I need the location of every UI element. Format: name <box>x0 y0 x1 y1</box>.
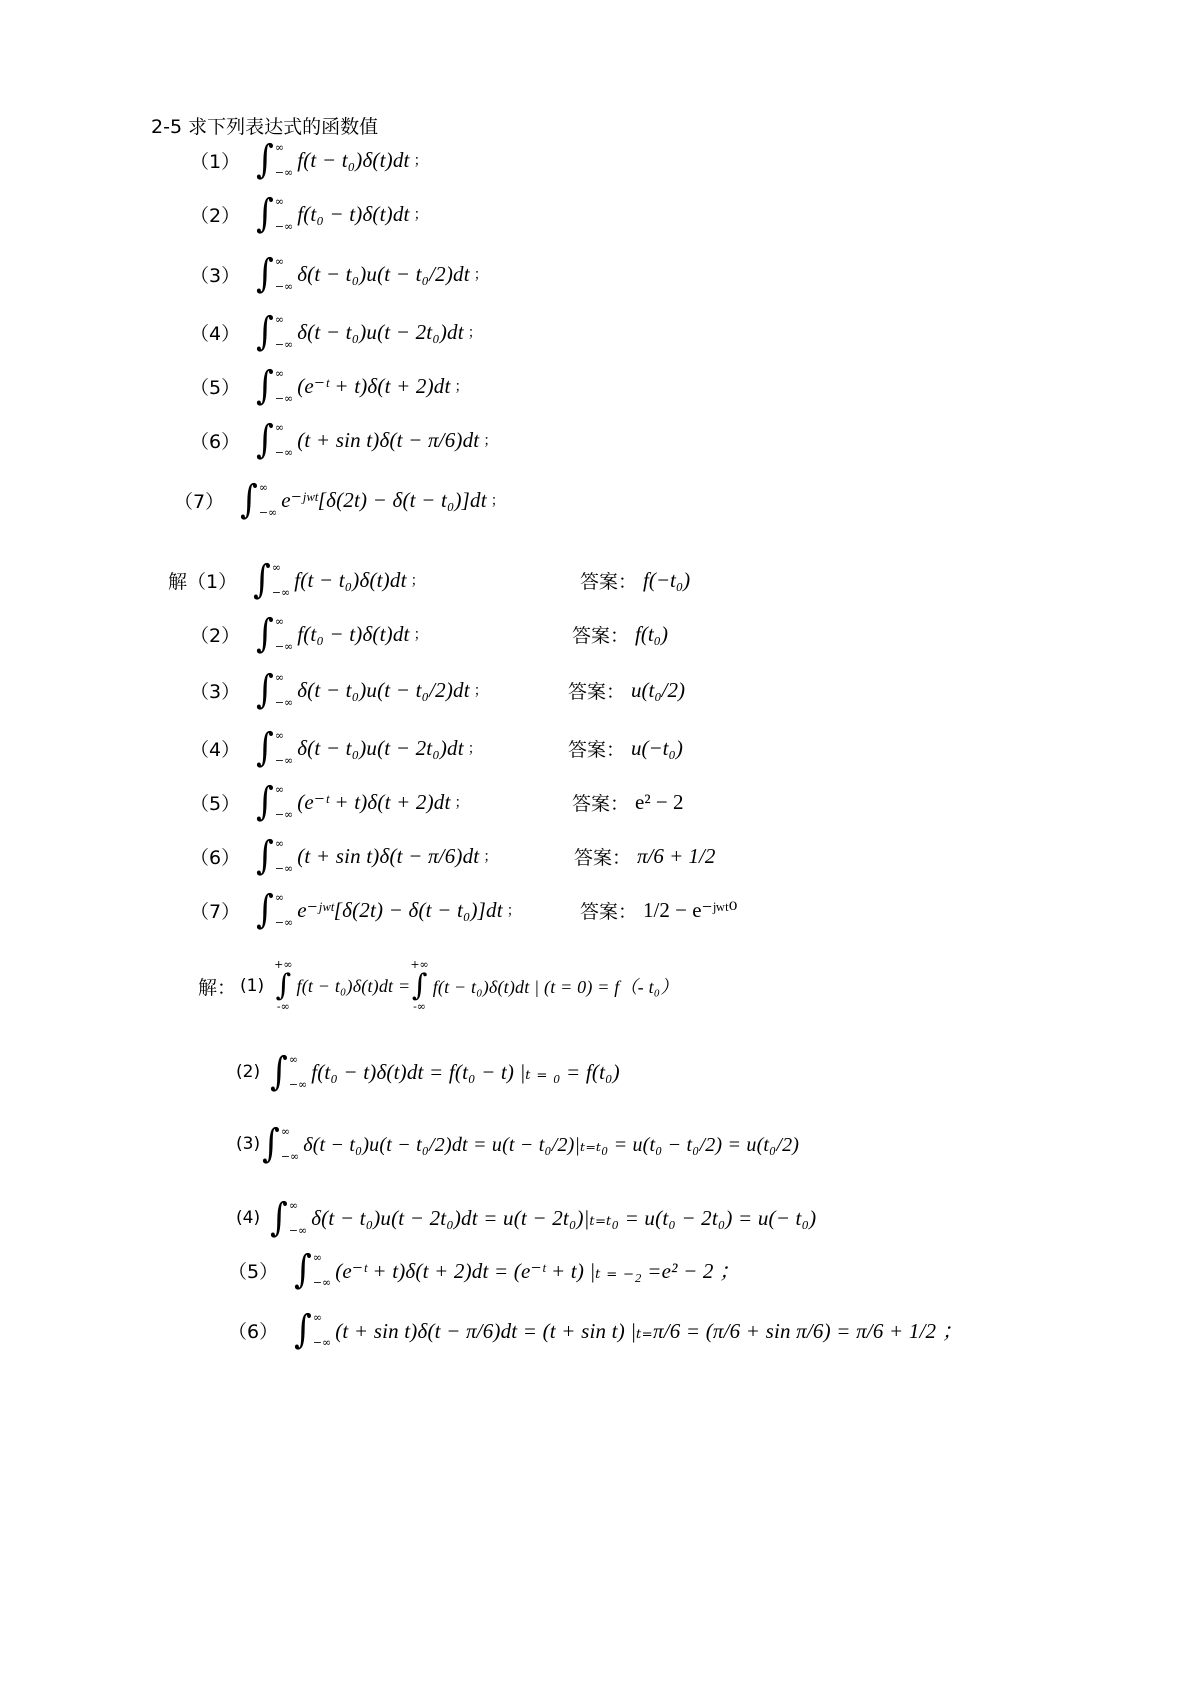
problem-expression: (t + sin t)δ(t − π/6)dt <box>297 427 480 452</box>
integral-sign: ∫ ∞ −∞ <box>256 611 294 657</box>
solution-label: （5） <box>228 1260 279 1283</box>
problem-expression: (e⁻ᵗ + t)δ(t + 2)dt <box>297 373 451 398</box>
integral-sign: ∫ ∞ −∞ <box>256 137 294 183</box>
answer-expression: f(t − t₀)δ(t)dt <box>294 567 407 592</box>
solution-label: (3) <box>236 1134 261 1154</box>
solution-expression: δ(t − t₀)u(t − 2t₀)dt = u(t − 2t₀)|ₜ₌ₜ₀ = u(t₀ − 2t₀) = u(− t₀) <box>311 1205 817 1230</box>
solution-4 <box>236 1195 817 1241</box>
answer-value-3: 答案： u(t₀/2) <box>568 677 685 703</box>
problem-item-4: （4） ∫ ∞ −∞ δ(t − t₀)u(t − 2t₀)dt ； <box>190 309 482 355</box>
solution-expression: (t + sin t)δ(t − π/6)dt = (t + sin t) |ₜ₌π/6 = (π/6 + sin π/6) = π/6 + 1/2 ； <box>335 1319 963 1343</box>
answer-expression: δ(t − t₀)u(t − t₀/2)dt <box>297 677 470 702</box>
integral-sign: +∞ ∫ -∞ <box>410 958 429 1013</box>
problem-item-3: （3） ∫ ∞ −∞ δ(t − t₀)u(t − t₀/2)dt ； <box>190 251 488 297</box>
integral-sign: ∫ ∞ −∞ <box>256 191 294 237</box>
problem-item-7: （7） ∫ ∞ −∞ e⁻ʲʷᵗ[δ(2t) − δ(t − t₀)]dt ； <box>174 477 505 523</box>
problem-expression: f(t₀ − t)δ(t)dt <box>297 201 410 226</box>
solution-expression: (e⁻ᵗ + t)δ(t + 2)dt = (e⁻ᵗ + t) |ₜ ₌ ₋₂ =e² − 2 ； <box>335 1259 741 1283</box>
solution-6 <box>228 1307 963 1353</box>
solution-expression-rhs: f(t − t₀)δ(t)dt | (t = 0) = f（- t₀） <box>432 977 679 997</box>
integral-sign: ∫ ∞ −∞ <box>256 417 294 463</box>
problem-expression: δ(t − t₀)u(t − 2t₀)dt <box>297 319 464 344</box>
answer-label: （4） <box>190 738 241 761</box>
solution-label: (2) <box>236 1062 261 1082</box>
problem-item-5: （5） ∫ ∞ −∞ (e⁻ᵗ + t)δ(t + 2)dt ； <box>190 363 469 409</box>
integral-sign: ∫ ∞ −∞ <box>256 309 294 355</box>
integral-sign: ∫ ∞ −∞ <box>262 1121 300 1167</box>
integral-sign: ∫ ∞ −∞ <box>253 557 291 603</box>
answer-label: （1） <box>187 570 238 593</box>
integral-sign: ∫ ∞ −∞ <box>240 477 278 523</box>
answer-value-1: 答案： f(−t₀) <box>580 567 691 593</box>
integral-sign: ∫ ∞ −∞ <box>294 1247 332 1293</box>
integral-sign: +∞ ∫ -∞ <box>274 958 293 1013</box>
solution-label: （6） <box>228 1320 279 1343</box>
solution-heading: 解： <box>198 976 237 999</box>
solution-5 <box>228 1247 741 1293</box>
solution-expression: δ(t − t₀)u(t − t₀/2)dt = u(t − t₀/2)|ₜ₌ₜ₀ = u(t₀ − t₀/2) = u(t₀/2) <box>303 1133 800 1156</box>
solution-label: (4) <box>236 1208 261 1228</box>
answer-label: （2） <box>190 624 241 647</box>
problem-label: （2） <box>190 204 241 227</box>
solution-label: (1) <box>240 976 265 996</box>
answers-heading: 解 <box>168 570 188 593</box>
answer-expression: (t + sin t)δ(t − π/6)dt <box>297 843 480 868</box>
problem-label: （7） <box>174 490 225 513</box>
problem-label: （4） <box>190 322 241 345</box>
answer-item-5: （5） ∫ ∞ −∞ (e⁻ᵗ + t)δ(t + 2)dt ； <box>190 779 469 825</box>
integral-sign: ∫ ∞ −∞ <box>256 779 294 825</box>
problem-expression: δ(t − t₀)u(t − t₀/2)dt <box>297 261 470 286</box>
solution-expression: f(t₀ − t)δ(t)dt = f(t₀ − t) |ₜ ₌ ₀ = f(t₀) <box>311 1059 620 1084</box>
integral-sign: ∫ ∞ −∞ <box>270 1195 308 1241</box>
answer-label: （6） <box>190 846 241 869</box>
integral-sign: ∫ ∞ −∞ <box>294 1307 332 1353</box>
answer-value-2: 答案： f(t₀) <box>572 621 668 647</box>
answer-item-7: （7） ∫ ∞ −∞ e⁻ʲʷᵗ[δ(2t) − δ(t − t₀)]dt ； <box>190 887 521 933</box>
problem-label: （3） <box>190 264 241 287</box>
problem-label: （5） <box>190 376 241 399</box>
answer-item-3: （3） ∫ ∞ −∞ δ(t − t₀)u(t − t₀/2)dt ； <box>190 667 488 713</box>
answer-item-6: （6） ∫ ∞ −∞ (t + sin t)δ(t − π/6)dt ； <box>190 833 498 879</box>
problem-expression: f(t − t₀)δ(t)dt <box>297 147 410 172</box>
answer-expression: e⁻ʲʷᵗ[δ(2t) − δ(t − t₀)]dt <box>297 897 503 922</box>
answer-value-4: 答案： u(−t₀) <box>568 735 683 761</box>
solution-2 <box>236 1049 620 1095</box>
answer-label: （3） <box>190 680 241 703</box>
problem-label: （6） <box>190 430 241 453</box>
answer-expression: δ(t − t₀)u(t − 2t₀)dt <box>297 735 464 760</box>
problem-expression: e⁻ʲʷᵗ[δ(2t) − δ(t − t₀)]dt <box>281 487 487 512</box>
solution-3 <box>236 1121 800 1167</box>
answer-item-2: （2） ∫ ∞ −∞ f(t₀ − t)δ(t)dt ； <box>190 611 428 657</box>
answer-expression: f(t₀ − t)δ(t)dt <box>297 621 410 646</box>
problem-title: 2-5 求下列表达式的函数值 <box>151 116 379 138</box>
problem-label: （1） <box>190 150 241 173</box>
answer-expression: (e⁻ᵗ + t)δ(t + 2)dt <box>297 789 451 814</box>
problem-item-2: （2） ∫ ∞ −∞ f(t₀ − t)δ(t)dt ； <box>190 191 428 237</box>
integral-sign: ∫ ∞ −∞ <box>270 1049 308 1095</box>
solution-expression: f(t − t₀)δ(t)dt = <box>296 975 411 996</box>
answer-item-4: （4） ∫ ∞ −∞ δ(t − t₀)u(t − 2t₀)dt ； <box>190 725 482 771</box>
problem-item-1: （1） ∫ ∞ −∞ f(t − t₀)δ(t)dt ； <box>190 137 428 183</box>
answer-label: （5） <box>190 792 241 815</box>
integral-sign: ∫ ∞ −∞ <box>256 833 294 879</box>
answer-value-6: 答案： π/6 + 1/2 <box>574 843 716 869</box>
solution-1 <box>198 958 678 1014</box>
answer-value-5: 答案： e² − 2 <box>572 789 684 815</box>
answer-value-7: 答案： 1/2 − e⁻ʲʷᵗ⁰ <box>580 897 738 923</box>
integral-sign: ∫ ∞ −∞ <box>256 363 294 409</box>
problem-item-6: （6） ∫ ∞ −∞ (t + sin t)δ(t − π/6)dt ； <box>190 417 498 463</box>
answer-item-1: 解 （1） ∫ ∞ −∞ f(t − t₀)δ(t)dt ； <box>168 557 425 603</box>
integral-sign: ∫ ∞ −∞ <box>256 725 294 771</box>
integral-sign: ∫ ∞ −∞ <box>256 251 294 297</box>
answer-label: （7） <box>190 900 241 923</box>
integral-sign: ∫ ∞ −∞ <box>256 887 294 933</box>
integral-sign: ∫ ∞ −∞ <box>256 667 294 713</box>
